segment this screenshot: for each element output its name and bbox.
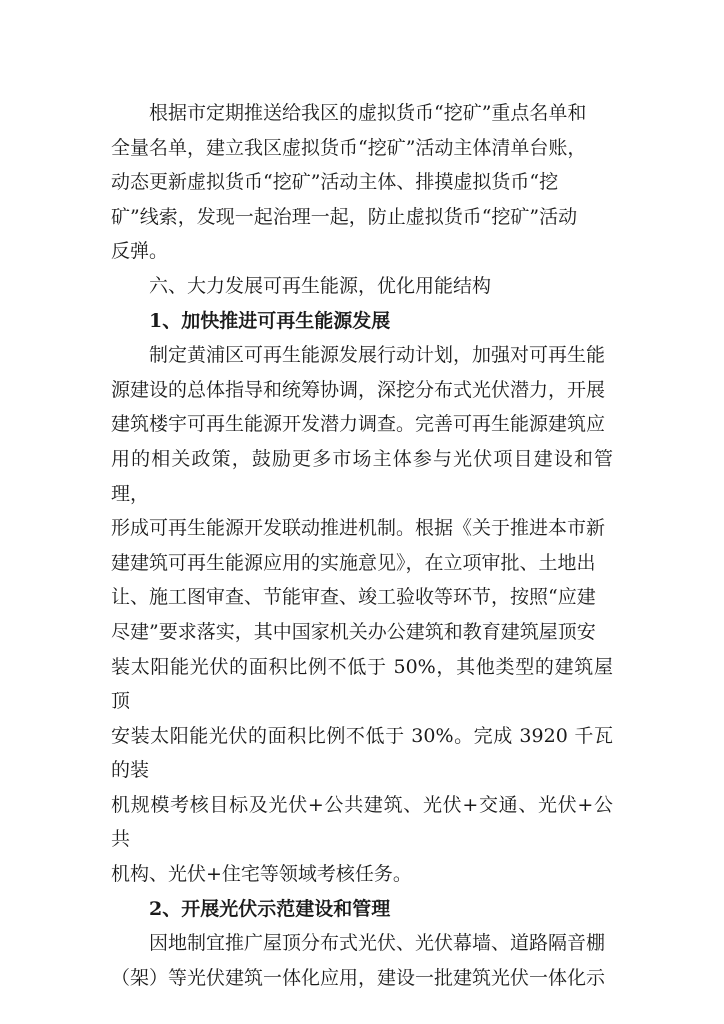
text-line: 建筑楼宇可再生能源开发潜力调查。完善可再生能源建筑应 xyxy=(111,413,606,436)
paragraph-pv-demo xyxy=(111,926,613,995)
text-line: 尽建”要求落实，其中国家机关办公建筑和教育建筑屋顶安 xyxy=(111,620,596,643)
text-line: 全量名单，建立我区虚拟货币“挖矿”活动主体清单台账， xyxy=(111,136,587,159)
text-line: 制定黄浦区可再生能源发展行动计划，加强对可再生能 xyxy=(149,344,606,367)
text-line: 反弹。 xyxy=(111,240,169,263)
text-line: 安装太阳能光伏的面积比例不低于 30%。完成 3920 千瓦的装 xyxy=(111,724,613,782)
text-line: 因地制宜推广屋顶分布式光伏、光伏幕墙、道路隔音棚 xyxy=(149,932,606,955)
paragraph-renewable-plan xyxy=(111,338,613,892)
text-line: 机构、光伏+住宅等领域考核任务。 xyxy=(111,863,412,886)
text-line: 装太阳能光伏的面积比例不低于 50%，其他类型的建筑屋顶 xyxy=(111,655,613,713)
section-title: 六、大力发展可再生能源，优化用能结构 xyxy=(149,274,492,297)
text-line: 动态更新虚拟货币“挖矿”活动主体、排摸虚拟货币“挖 xyxy=(111,171,559,194)
text-line: 矿”线索，发现一起治理一起，防止虚拟货币“挖矿”活动 xyxy=(111,205,578,228)
text-line: 机规模考核目标及光伏+公共建筑、光伏+交通、光伏+公共 xyxy=(111,793,613,851)
text-line: 用的相关政策，鼓励更多市场主体参与光伏项目建设和管理， xyxy=(111,447,613,505)
text-line: 形成可再生能源开发联动推进机制。根据《关于推进本市新 xyxy=(111,517,606,540)
text-line: 建建筑可再生能源应用的实施意见》，在立项审批、土地出 xyxy=(111,551,596,574)
text-line: 源建设的总体指导和统筹协调，深挖分布式光伏潜力，开展 xyxy=(111,378,606,401)
text-line: （架）等光伏建筑一体化应用，建设一批建筑光伏一体化示 xyxy=(111,966,606,989)
paragraph-mining-list xyxy=(111,96,613,269)
document-body xyxy=(111,96,613,995)
text-line: 让、施工图审查、节能审查、竣工验收等环节，按照“应建 xyxy=(111,586,596,609)
subsection-heading: 1、加快推进可再生能源发展 xyxy=(149,309,391,332)
text-line: 根据市定期推送给我区的虚拟货币“挖矿”重点名单和 xyxy=(149,102,587,124)
subsection-heading: 2、开展光伏示范建设和管理 xyxy=(149,897,391,920)
